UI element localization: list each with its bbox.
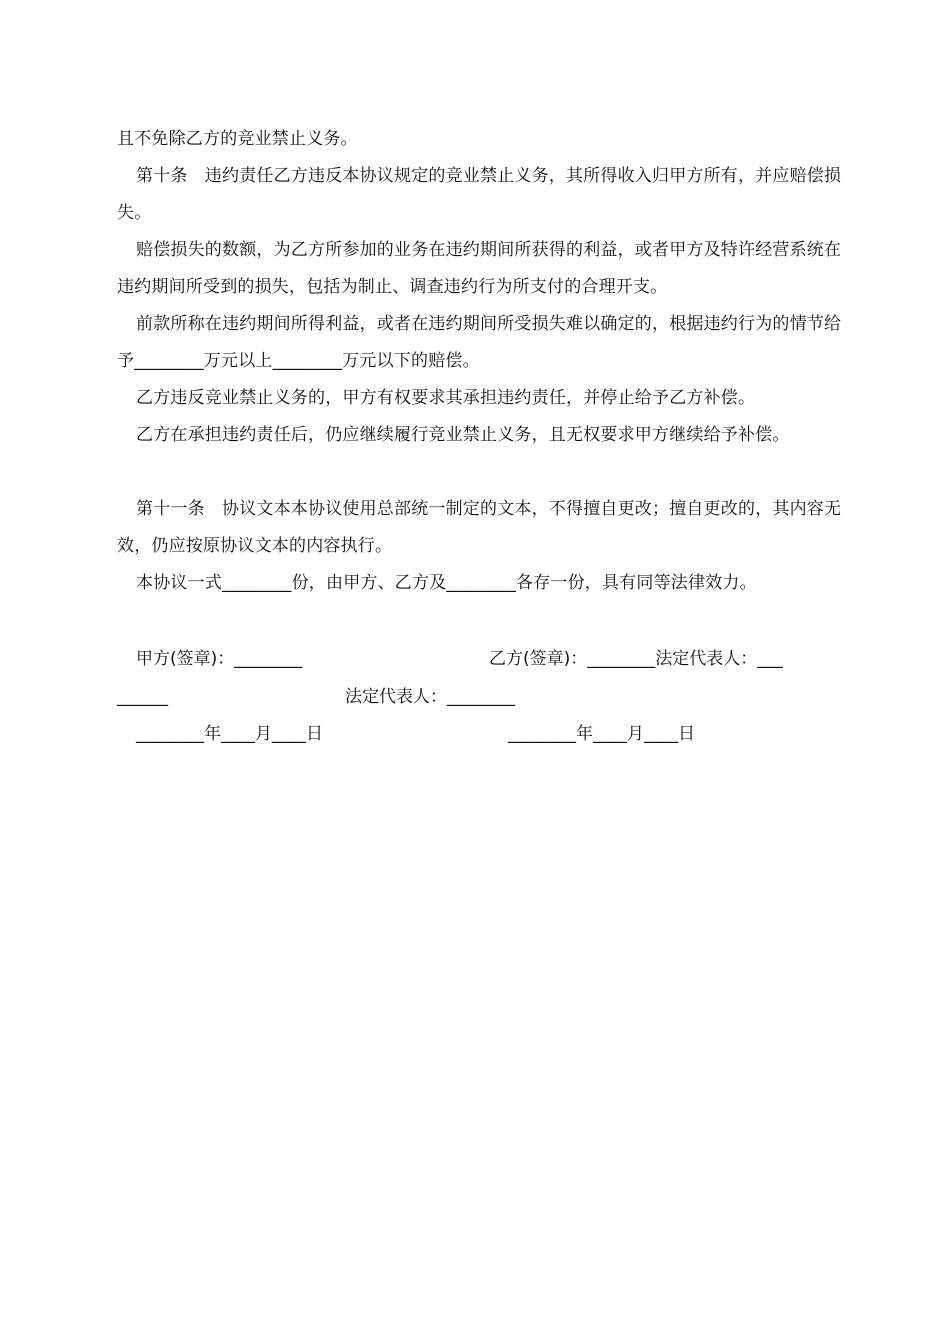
paragraph-copies: 本协议一式________份，由甲方、乙方及________各存一份，具有同等法律效力。 [136, 573, 757, 593]
party-a-signature: 甲方(签章)：________ [136, 649, 303, 669]
paragraph-article-10: 第十条 违约责任乙方违反本协议规定的竞业禁止义务，其所得收入归甲方所有，并应赔偿损失。 [117, 166, 842, 223]
party-b-signature: 乙方(签章)：________法定代表人：___ [489, 649, 783, 669]
signature-line-continuation: ______ [117, 687, 168, 707]
party-a-date: ________年____月____日 [136, 724, 323, 744]
paragraph-continued-obligation: 乙方在承担违约责任后，仍应继续履行竞业禁止义务，且无权要求甲方继续给予补偿。 [136, 425, 790, 445]
paragraph-damages-amount: 赔偿损失的数额，为乙方所参加的业务在违约期间所获得的利益，或者甲方及特许经营系统在违约期间所受到的损失，包括为制止、调查违约行为所支付的合理开支。 [117, 240, 842, 297]
paragraph-continuation: 且不免除乙方的竞业禁止义务。 [117, 129, 358, 149]
paragraph-liability: 乙方违反竞业禁止义务的，甲方有权要求其承担违约责任，并停止给予乙方补偿。 [136, 388, 756, 408]
paragraph-article-11: 第十一条 协议文本本协议使用总部统一制定的文本，不得擅自更改；擅自更改的，其内容无效，仍应按原协议文本的内容执行。 [117, 499, 842, 556]
paragraph-damages-range: 前款所称在违约期间所得利益，或者在违约期间所受损失难以确定的，根据违约行为的情节给予________万元以上________万元以下的赔偿。 [117, 314, 842, 371]
party-b-date: ________年____月____日 [508, 724, 695, 744]
party-a-legal-representative: 法定代表人：________ [345, 687, 515, 707]
